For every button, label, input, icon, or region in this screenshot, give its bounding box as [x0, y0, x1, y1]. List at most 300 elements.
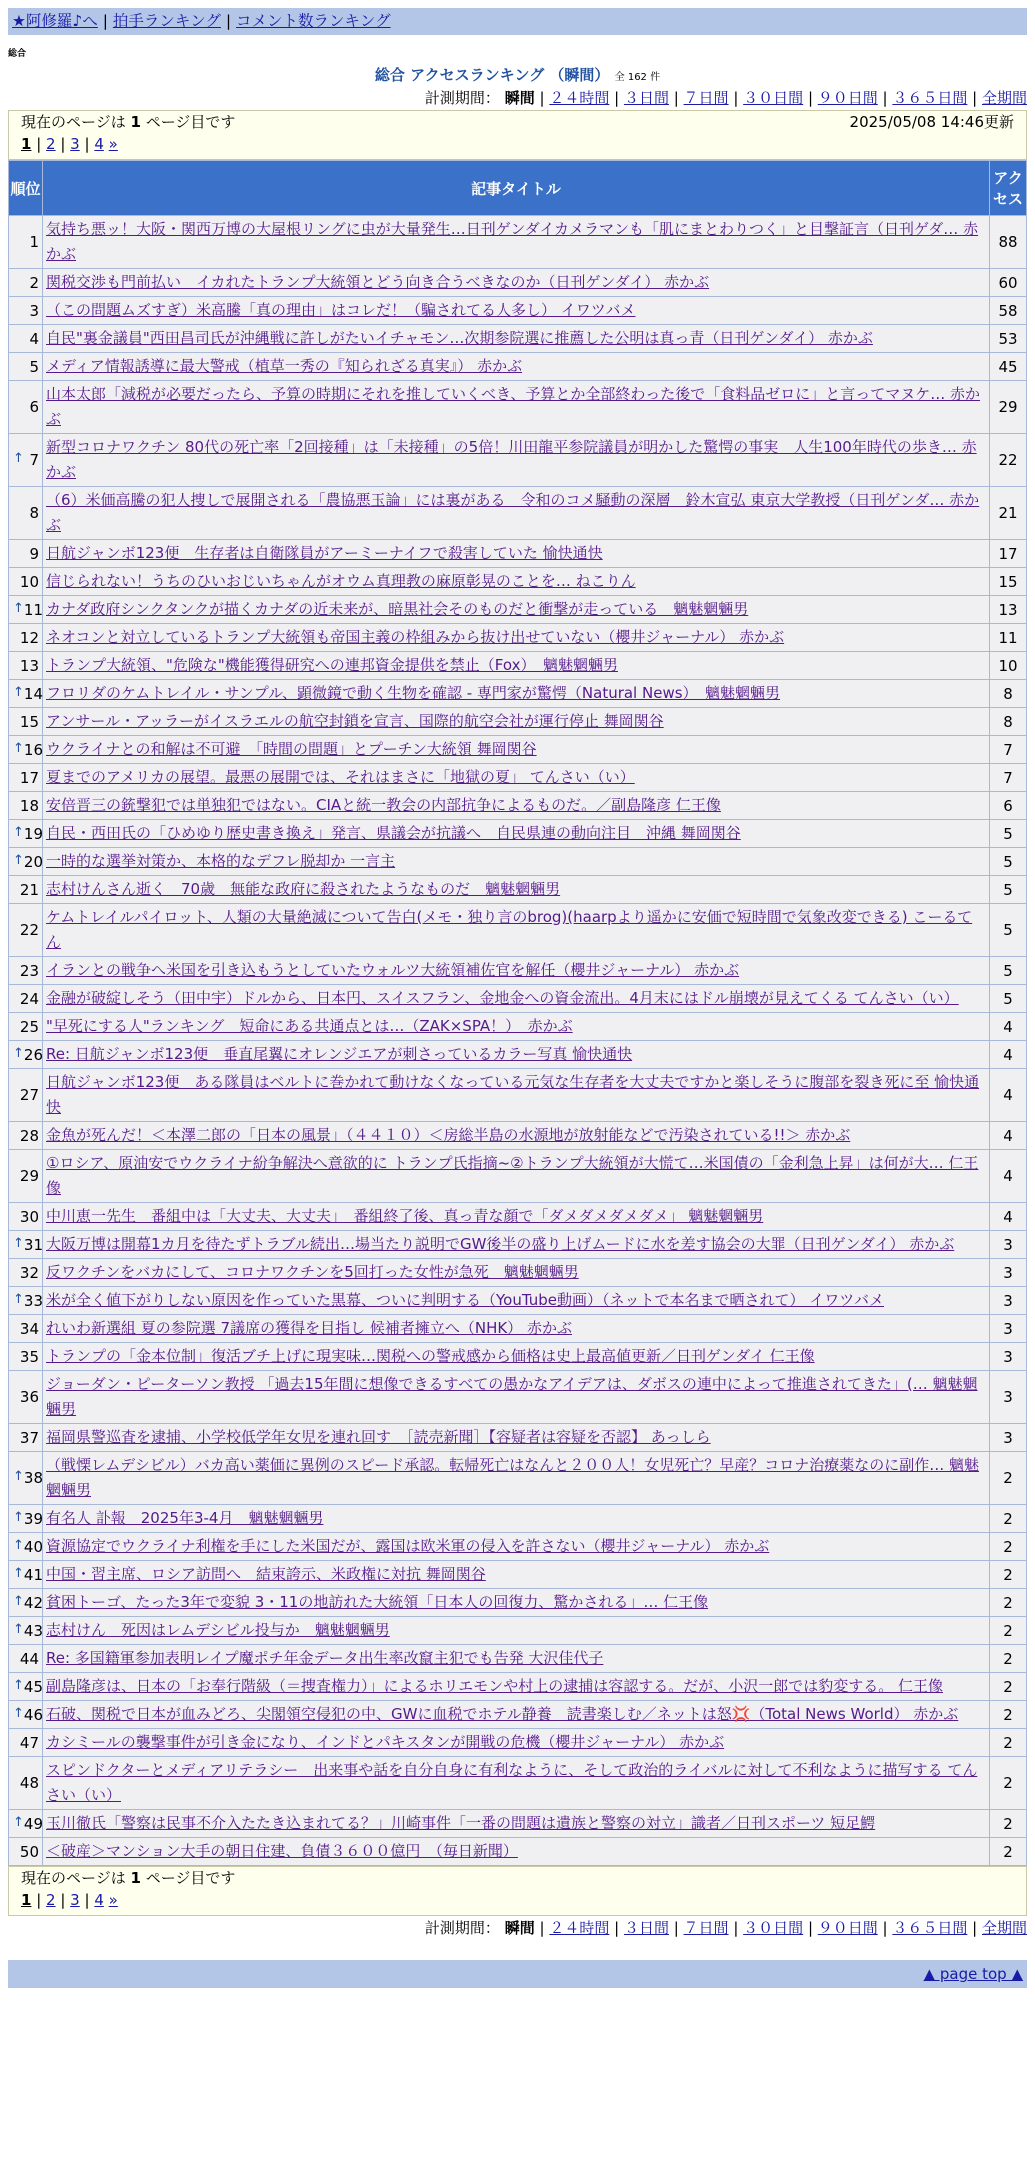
page-link[interactable]: 2 — [46, 135, 56, 153]
period-current: 瞬間 — [504, 1919, 535, 1937]
title-cell — [43, 434, 989, 486]
article-link[interactable]: （6）米価高騰の犯人捜しで展開される「農協悪玉論」には裏がある 令和のコメ騒動の深層 鈴木宣弘 東京大学教授（日刊ゲンダ… 赤かぶ — [46, 491, 980, 534]
rank-number: 35 — [19, 1347, 39, 1366]
access-count: 2 — [990, 1533, 1026, 1560]
rank-up-arrow-icon: ↑ — [13, 1593, 24, 1609]
access-count: 2 — [990, 1729, 1026, 1756]
period-link[interactable]: ９０日間 — [817, 1919, 878, 1937]
title-cell — [43, 1371, 989, 1423]
rank-cell — [9, 1424, 42, 1451]
rank-cell — [9, 1838, 42, 1865]
rank-cell — [9, 216, 42, 268]
title-cell — [43, 1013, 989, 1040]
table-row — [9, 957, 1026, 984]
access-count: 88 — [990, 216, 1026, 268]
rank-up-arrow-icon: ↑ — [13, 1677, 24, 1693]
article-link[interactable]: カナダ政府シンクタンクが描くカナダの近未来が、暗黒社会そのものだと衝撃が走っている 魑魅魍魎男 — [46, 600, 749, 618]
title-cell — [43, 708, 989, 735]
article-link[interactable]: 日航ジャンボ123便 生存者は自衛隊員がアーミーナイフで殺害していた 愉快通快 — [46, 544, 603, 562]
separator: | — [539, 89, 550, 107]
page-link[interactable]: 3 — [70, 135, 80, 153]
access-count: 3 — [990, 1424, 1026, 1451]
rank-number: 47 — [19, 1733, 39, 1752]
title-cell — [43, 1122, 989, 1149]
access-count: 8 — [990, 708, 1026, 735]
article-link[interactable]: フロリダのケムトレイル・サンプル、顕微鏡で動く生物を確認 - 専門家が驚愕（Natural News） 魑魅魍魎男 — [46, 684, 781, 702]
rank-number: 19 — [23, 824, 43, 843]
article-link[interactable]: "早死にする人"ランキング 短命にある共通点とは…（ZAK×SPA！） 赤かぶ — [46, 1017, 573, 1035]
article-link[interactable]: アンサール・アッラーがイスラエルの航空封鎖を宣言、国際的航空会社が運行停止 舞岡関谷 — [46, 712, 664, 730]
table-row — [9, 1757, 1026, 1809]
rank-number: 45 — [23, 1677, 43, 1696]
separator: | — [79, 1891, 95, 1909]
title-cell — [43, 1589, 989, 1616]
article-link[interactable]: トランプ大統領、"危険な"機能獲得研究への連邦資金提供を禁止（Fox） 魑魅魍魎男 — [46, 656, 618, 674]
title-cell — [43, 1673, 989, 1700]
rank-up-arrow-icon: ↑ — [13, 1705, 24, 1721]
rank-cell — [9, 708, 42, 735]
rank-up-arrow-icon: ↑ — [13, 1509, 24, 1525]
table-row — [9, 652, 1026, 679]
period-link[interactable]: ３日間 — [623, 1919, 669, 1937]
page-link[interactable]: 4 — [94, 1891, 104, 1909]
table-row — [9, 540, 1026, 567]
access-count: 4 — [990, 1150, 1026, 1202]
article-link[interactable]: （この問題ムズすぎ）米高騰「真の理由」はコレだ！（騙されてる人多し） イワツバメ — [46, 301, 636, 319]
article-link[interactable]: 大阪万博は開幕1カ月を待たずトラブル続出…場当たり説明でGW後半の盛り上げムードに水を差す協会の大罪（日刊ゲンダイ） 赤かぶ — [46, 1235, 955, 1253]
access-count: 2 — [990, 1505, 1026, 1532]
table-row — [9, 764, 1026, 791]
period-links — [540, 1919, 1028, 1937]
period-link[interactable]: ２４時間 — [549, 89, 610, 107]
table-row — [9, 1315, 1026, 1342]
rank-up-arrow-icon: ↑ — [13, 684, 24, 700]
next-page-link[interactable]: » — [108, 1891, 118, 1909]
rank-number: 31 — [23, 1235, 43, 1254]
table-row — [9, 1701, 1026, 1728]
next-page-link[interactable]: » — [108, 135, 118, 153]
article-link[interactable]: 関税交渉も門前払い イカれたトランプ大統領とどう向き合うべきなのか（日刊ゲンダイ） 赤かぶ — [46, 273, 710, 291]
access-count: 5 — [990, 904, 1026, 956]
article-link[interactable]: 日航ジャンボ123便 ある隊員はベルトに巻かれて動けなくなっている元気な生存者を大丈夫ですかと楽しそうに腹部を裂き死に至 愉快通快 — [46, 1073, 980, 1116]
period-link[interactable]: ３６５日間 — [892, 89, 968, 107]
rank-number: 22 — [19, 921, 39, 939]
title-cell — [43, 216, 989, 268]
rank-cell — [9, 1452, 42, 1504]
separator: | — [79, 135, 95, 153]
clap-ranking-link[interactable]: 拍手ランキング — [112, 12, 221, 30]
article-link[interactable]: 安倍晋三の銃撃犯では単独犯ではない。CIAと統一教会の内部抗争によるものだ。／副島隆彦 仁王像 — [46, 796, 721, 814]
period-link[interactable]: ３日間 — [623, 89, 669, 107]
rank-number: 23 — [19, 961, 39, 980]
article-link[interactable]: ジョーダン・ピーターソン教授 「過去15年間に想像できるすべての愚かなアイデアは、ダボスの連中によって推進されてきた」(… 魑魅魍魎男 — [46, 1375, 978, 1418]
rank-up-arrow-icon: ↑ — [13, 1537, 24, 1553]
access-count: 2 — [990, 1561, 1026, 1588]
period-link[interactable]: ２４時間 — [549, 1919, 610, 1937]
separator: | — [877, 1919, 893, 1937]
rank-cell — [9, 1013, 42, 1040]
title-cell — [43, 1645, 989, 1672]
rank-number: 28 — [19, 1126, 39, 1145]
table-row — [9, 1424, 1026, 1451]
rank-number: 26 — [23, 1045, 43, 1064]
ranking-title: 総合 アクセスランキング （瞬間） — [374, 66, 610, 84]
article-link[interactable]: 山本太郎「減税が必要だったら、予算の時期にそれを推していくべき、予算とか全部終わった後で「食料品ゼロに」と言ってマヌケ… 赤かぶ — [46, 385, 981, 428]
article-link[interactable]: 中川恵一先生 番組中は「大丈夫、大丈夫」 番組終了後、真っ青な顔で「ダメダメダメダメ」 魑魅魍魎男 — [46, 1207, 764, 1225]
access-count: 2 — [990, 1701, 1026, 1728]
article-link[interactable]: ケムトレイルパイロット、人類の大量絶滅について告白(メモ・独り言のbrog)(haarpより遥かに安価で短時間で気象改変できる) こーるてん — [46, 908, 973, 951]
access-count: 29 — [990, 381, 1026, 433]
title-cell — [43, 957, 989, 984]
rank-number: 49 — [23, 1814, 43, 1833]
rank-number: 27 — [19, 1086, 39, 1104]
rank-cell — [9, 1203, 42, 1230]
table-row — [9, 1838, 1026, 1865]
article-link[interactable]: Re: 日航ジャンボ123便 垂直尾翼にオレンジエアが刺さっているカラー写真 愉快通快 — [46, 1045, 633, 1063]
access-count: 4 — [990, 1013, 1026, 1040]
access-count: 7 — [990, 764, 1026, 791]
rank-cell — [9, 1617, 42, 1644]
article-link[interactable]: ＜破産＞マンション大手の朝日住建、負債３６００億円 （毎日新聞） — [46, 1842, 518, 1860]
separator: | — [803, 89, 818, 107]
current-page: 1 — [21, 135, 32, 153]
page-top-link[interactable]: ▲ page top ▲ — [923, 1965, 1023, 1983]
rank-number: 4 — [29, 329, 39, 348]
title-cell — [43, 487, 989, 539]
access-count: 60 — [990, 269, 1026, 296]
rank-number: 46 — [23, 1705, 43, 1724]
title-cell — [43, 1287, 989, 1314]
rank-cell — [9, 1315, 42, 1342]
current-page: 1 — [21, 1891, 32, 1909]
period-link[interactable]: ７日間 — [683, 89, 729, 107]
table-row — [9, 904, 1026, 956]
period-link[interactable]: ９０日間 — [817, 89, 878, 107]
title-cell — [43, 353, 989, 380]
article-link[interactable]: 金融が破綻しそう（田中宇）ドルから、日本円、スイスフラン、金地金への資金流出。4月末にはドル崩壊が見えてくる てんさい（い） — [46, 989, 959, 1007]
pagination-links — [21, 133, 1014, 155]
access-count: 2 — [990, 1589, 1026, 1616]
separator: | — [728, 89, 744, 107]
title-cell — [43, 269, 989, 296]
article-link[interactable]: 玉川徹氏「警察は民事不介入たたき込まれてる？」川崎事件「一番の問題は遺族と警察の対立」識者／日刊スポーツ 短足鰐 — [46, 1814, 876, 1832]
title-cell — [43, 1343, 989, 1370]
rank-number: 41 — [23, 1565, 43, 1584]
pagination-links — [21, 1889, 1014, 1911]
separator: | — [55, 1891, 71, 1909]
access-count: 2 — [990, 1452, 1026, 1504]
access-count: 53 — [990, 325, 1026, 352]
table-row — [9, 708, 1026, 735]
title-cell — [43, 1729, 989, 1756]
article-link[interactable]: 新型コロナワクチン 80代の死亡率「2回接種」は「未接種」の5倍！川田龍平参院議員が明かした驚愕の事実 人生100年時代の歩き… 赤かぶ — [46, 438, 977, 481]
rank-up-arrow-icon: ↑ — [13, 451, 24, 466]
article-link[interactable]: 一時的な選挙対策か、本格的なデフレ脱却か 一言主 — [46, 852, 396, 870]
access-count: 3 — [990, 1231, 1026, 1258]
title-cell — [43, 1150, 989, 1202]
article-link[interactable]: 金魚が死んだ！＜本澤二郎の「日本の風景」（４４１０）＜房総半島の水源地が放射能などで汚染されている!!＞ 赤かぶ — [46, 1126, 851, 1144]
access-count: 13 — [990, 596, 1026, 623]
table-row — [9, 1150, 1026, 1202]
separator: | — [728, 1919, 744, 1937]
title-cell — [43, 680, 989, 707]
rank-number: 5 — [29, 357, 39, 376]
access-count: 3 — [990, 1315, 1026, 1342]
access-count: 10 — [990, 652, 1026, 679]
period-links — [540, 89, 1028, 107]
rank-number: 29 — [19, 1167, 39, 1185]
title-cell — [43, 1452, 989, 1504]
title-cell — [43, 1259, 989, 1286]
rank-up-arrow-icon: ↑ — [13, 824, 24, 840]
access-count: 3 — [990, 1259, 1026, 1286]
title-cell — [43, 848, 989, 875]
page-link[interactable]: 3 — [70, 1891, 80, 1909]
rank-cell — [9, 1122, 42, 1149]
article-link[interactable]: れいわ新選組 夏の参院選 7議席の獲得を目指し 候補者擁立へ（NHK） 赤かぶ — [46, 1319, 572, 1337]
rank-up-arrow-icon: ↑ — [13, 852, 24, 868]
rank-number: 11 — [23, 600, 43, 619]
article-link[interactable]: カシミールの襲撃事件が引き金になり、インドとパキスタンが開戦の危機（櫻井ジャーナル） 赤かぶ — [46, 1733, 725, 1751]
item-count: 全 162 件 — [614, 72, 661, 83]
period-link[interactable]: ７日間 — [683, 1919, 729, 1937]
home-link[interactable]: ★阿修羅♪へ — [12, 12, 98, 30]
article-link[interactable]: メディア情報誘導に最大警戒（植草一秀の『知られざる真実』） 赤かぶ — [46, 357, 523, 375]
rank-cell — [9, 764, 42, 791]
rank-cell — [9, 1371, 42, 1423]
article-link[interactable]: 資源協定でウクライナ利権を手にした米国だが、露国は欧米軍の侵入を許さない（櫻井ジャーナル） 赤かぶ — [46, 1537, 770, 1555]
access-count: 5 — [990, 820, 1026, 847]
separator: | — [31, 135, 47, 153]
rank-cell — [9, 1729, 42, 1756]
ranking-table — [8, 160, 1027, 1866]
rank-number: 2 — [29, 273, 39, 292]
rank-cell — [9, 353, 42, 380]
table-row — [9, 596, 1026, 623]
period-link[interactable]: ３６５日間 — [892, 1919, 968, 1937]
title-cell — [43, 1810, 989, 1837]
rank-cell — [9, 487, 42, 539]
rank-number: 6 — [29, 398, 39, 416]
rank-up-arrow-icon: ↑ — [13, 1814, 24, 1830]
rank-cell — [9, 957, 42, 984]
title-cell — [43, 1617, 989, 1644]
separator: | — [967, 89, 982, 107]
rank-number: 20 — [23, 852, 43, 871]
rank-cell — [9, 1287, 42, 1314]
table-row — [9, 792, 1026, 819]
title-cell — [43, 540, 989, 567]
article-link[interactable]: 福岡県警巡査を逮捕、小学校低学年女児を連れ回す ［読売新聞］【容疑者は容疑を否認】 あっしら — [46, 1428, 711, 1446]
article-link[interactable]: 自民・西田氏の「ひめゆり歴史書き換え」発言、県議会が抗議へ 自民県連の動向注目 沖縄 舞岡関谷 — [46, 824, 741, 842]
title-cell — [43, 624, 989, 651]
rank-number: 38 — [23, 1469, 43, 1487]
rank-up-arrow-icon: ↑ — [13, 1469, 24, 1484]
page-title — [0, 64, 1035, 86]
access-count: 22 — [990, 434, 1026, 486]
page-link[interactable]: 2 — [46, 1891, 56, 1909]
period-link[interactable]: 全期間 — [981, 89, 1027, 107]
rank-up-arrow-icon: ↑ — [13, 740, 24, 756]
access-count: 2 — [990, 1838, 1026, 1865]
rank-number: 40 — [23, 1537, 43, 1556]
separator: | — [31, 1891, 47, 1909]
access-count: 11 — [990, 624, 1026, 651]
article-link[interactable]: ウクライナとの和解は不可避 「時間の問題」とプーチン大統領 舞岡関谷 — [46, 740, 537, 758]
rank-number: 12 — [19, 628, 39, 647]
article-link[interactable]: 自民"裏金議員"西田昌司氏が沖縄戦に許しがたいイチャモン…次期参院選に推薦した公明は真っ青（日刊ゲンダイ） 赤かぶ — [46, 329, 873, 347]
rank-number: 37 — [19, 1428, 39, 1447]
article-link[interactable]: 夏までのアメリカの展望。最悪の展開では、それはまさに「地獄の夏」 てんさい（い） — [46, 768, 635, 786]
title-cell — [43, 1533, 989, 1560]
article-link[interactable]: 気持ち悪ッ！大阪・関西万博の大屋根リングに虫が大量発生…日刊ゲンダイカメラマンも「肌にまとわりつく」と目撃証言（日刊ゲダ… 赤かぶ — [46, 220, 979, 263]
article-link[interactable]: ネオコンと対立しているトランプ大統領も帝国主義の枠組みから抜け出せていない（櫻井ジャーナル） 赤かぶ — [46, 628, 785, 646]
access-count: 3 — [990, 1287, 1026, 1314]
access-count: 45 — [990, 353, 1026, 380]
table-row — [9, 353, 1026, 380]
rank-number: 3 — [29, 301, 39, 320]
rank-cell — [9, 736, 42, 763]
title-cell — [43, 1701, 989, 1728]
access-count: 2 — [990, 1645, 1026, 1672]
rank-cell — [9, 1533, 42, 1560]
title-column-header: 記事タイトル — [43, 161, 989, 215]
title-cell — [43, 568, 989, 595]
rank-cell — [9, 540, 42, 567]
rank-cell — [9, 381, 42, 433]
rank-cell — [9, 1505, 42, 1532]
table-row — [9, 1561, 1026, 1588]
access-count: 5 — [990, 985, 1026, 1012]
access-count: 4 — [990, 1069, 1026, 1121]
rank-number: 17 — [19, 768, 39, 787]
title-cell — [43, 1041, 989, 1068]
rank-cell — [9, 269, 42, 296]
article-link[interactable]: 貧困トーゴ、たった3年で変貌 3・11の地訪れた大統領「日本人の回復力、驚かされる」… 仁王像 — [46, 1593, 709, 1611]
title-cell — [43, 1561, 989, 1588]
period-label: 計測期間： — [424, 1919, 500, 1937]
rank-cell — [9, 1673, 42, 1700]
article-link[interactable]: （戦慄レムデシビル）バカ高い薬価に異例のスピード承認。転帰死亡はなんと２００人！女児死亡？早産？コロナ治療薬なのに副作… 魑魅魍魎男 — [46, 1456, 979, 1499]
category-label: 総合 — [8, 49, 27, 59]
table-row — [9, 487, 1026, 539]
article-link[interactable]: 米が全く値下がりしない原因を作っていた黒幕、ついに判明する（YouTube動画）（ネットで本名まで晒されて） イワツバメ — [46, 1291, 884, 1309]
article-link[interactable]: イランとの戦争へ米国を引き込もうとしていたウォルツ大統領補佐官を解任（櫻井ジャーナル） 赤かぶ — [46, 961, 740, 979]
article-link[interactable]: 中国・習主席、ロシア訪問へ 結束誇示、米政権に対抗 舞岡関谷 — [46, 1565, 486, 1583]
rank-number: 36 — [19, 1388, 39, 1406]
table-row — [9, 876, 1026, 903]
period-link[interactable]: ３０日間 — [743, 89, 804, 107]
table-row — [9, 1259, 1026, 1286]
table-row — [9, 269, 1026, 296]
table-row — [9, 1645, 1026, 1672]
title-cell — [43, 1505, 989, 1532]
rank-up-arrow-icon: ↑ — [13, 1621, 24, 1637]
page-status: 現在のページは 1 ページ目です — [21, 113, 236, 131]
period-selector-bottom — [8, 1916, 1027, 1940]
table-row — [9, 1041, 1026, 1068]
separator: | — [609, 1919, 624, 1937]
page-status: 現在のページは 1 ページ目です — [21, 1869, 236, 1887]
access-count: 58 — [990, 297, 1026, 324]
article-link[interactable]: トランプの「金本位制」復活ブチ上げに現実味…関税への警戒感から価格は史上最高値更新／日刊ゲンダイ 仁王像 — [46, 1347, 815, 1365]
title-cell — [43, 381, 989, 433]
article-link[interactable]: 志村けん 死因はレムデシビル投与か 魑魅魍魎男 — [46, 1621, 390, 1639]
comment-ranking-link[interactable]: コメント数ランキング — [236, 12, 391, 30]
access-count: 21 — [990, 487, 1026, 539]
rank-cell — [9, 1645, 42, 1672]
rank-cell — [9, 876, 42, 903]
rank-number: 14 — [23, 684, 43, 703]
rank-number: 16 — [23, 740, 43, 759]
table-row — [9, 1617, 1026, 1644]
table-row — [9, 381, 1026, 433]
article-link[interactable]: ①ロシア、原油安でウクライナ紛争解決へ意欲的に トランプ氏指摘~②トランプ大統領が大慌て…米国債の「金利急上昇」は何が大… 仁王像 — [46, 1154, 979, 1197]
article-link[interactable]: 石破、関税で日本が血みどろ、尖閣領空侵犯の中、GWに血税でホテル静養 読書楽しむ／ネットは怒💢（Total News World） 赤かぶ — [46, 1705, 959, 1723]
table-header — [9, 161, 1026, 215]
rank-cell — [9, 1069, 42, 1121]
table-row — [9, 985, 1026, 1012]
title-cell — [43, 1231, 989, 1258]
title-cell — [43, 1203, 989, 1230]
rank-cell — [9, 652, 42, 679]
period-link[interactable]: 全期間 — [981, 1919, 1027, 1937]
title-cell — [43, 652, 989, 679]
access-count: 15 — [990, 568, 1026, 595]
rank-cell — [9, 1757, 42, 1809]
rank-cell — [9, 434, 42, 486]
separator: | — [967, 1919, 982, 1937]
article-link[interactable]: 反ワクチンをバカにして、コロナワクチンを5回打った女性が急死 魑魅魍魎男 — [46, 1263, 579, 1281]
table-row — [9, 1069, 1026, 1121]
rank-cell — [9, 1343, 42, 1370]
rank-number: 33 — [23, 1291, 43, 1310]
page-link[interactable]: 4 — [94, 135, 104, 153]
access-count: 17 — [990, 540, 1026, 567]
rank-cell — [9, 904, 42, 956]
table-row — [9, 1231, 1026, 1258]
rank-cell — [9, 1589, 42, 1616]
table-row — [9, 1371, 1026, 1423]
rank-number: 8 — [29, 504, 39, 522]
article-link[interactable]: Re: 多国籍軍参加表明レイプ魔ポチ年金データ出生率改竄主犯でも告発 大沢佳代子 — [46, 1649, 604, 1667]
table-row — [9, 1013, 1026, 1040]
table-row — [9, 680, 1026, 707]
article-link[interactable]: 副島隆彦は、日本の「お奉行階級（＝捜査権力）」によるホリエモンや村上の逮捕は容認する。だが、小沢一郎では豹変する。 仁王像 — [46, 1677, 943, 1695]
article-link[interactable]: 信じられない！うちのひいおじいちゃんがオウム真理教の麻原彰晃のことを… ねこりん — [46, 572, 636, 590]
article-link[interactable]: 志村けんさん逝く 70歳 無能な政府に殺されたようなものだ 魑魅魍魎男 — [46, 880, 561, 898]
table-row — [9, 1533, 1026, 1560]
article-link[interactable]: スピンドクターとメディアリテラシー 出来事や話を自分自身に有利なように、そして政治的ライバルに対して不利なように描写する てんさい（い） — [46, 1761, 978, 1804]
period-link[interactable]: ３０日間 — [743, 1919, 804, 1937]
pagination-box-top — [8, 110, 1027, 160]
rank-cell — [9, 624, 42, 651]
table-row — [9, 848, 1026, 875]
title-cell — [43, 1424, 989, 1451]
rank-number: 13 — [19, 656, 39, 675]
rank-cell — [9, 325, 42, 352]
access-count: 8 — [990, 680, 1026, 707]
title-cell — [43, 1757, 989, 1809]
rank-up-arrow-icon: ↑ — [13, 1291, 24, 1307]
rank-cell — [9, 297, 42, 324]
rank-number: 50 — [19, 1842, 39, 1861]
rank-cell — [9, 1041, 42, 1068]
rank-number: 15 — [19, 712, 39, 731]
separator: | — [668, 89, 684, 107]
article-link[interactable]: 有名人 訃報 2025年3-4月 魑魅魍魎男 — [46, 1509, 324, 1527]
title-cell — [43, 1838, 989, 1865]
